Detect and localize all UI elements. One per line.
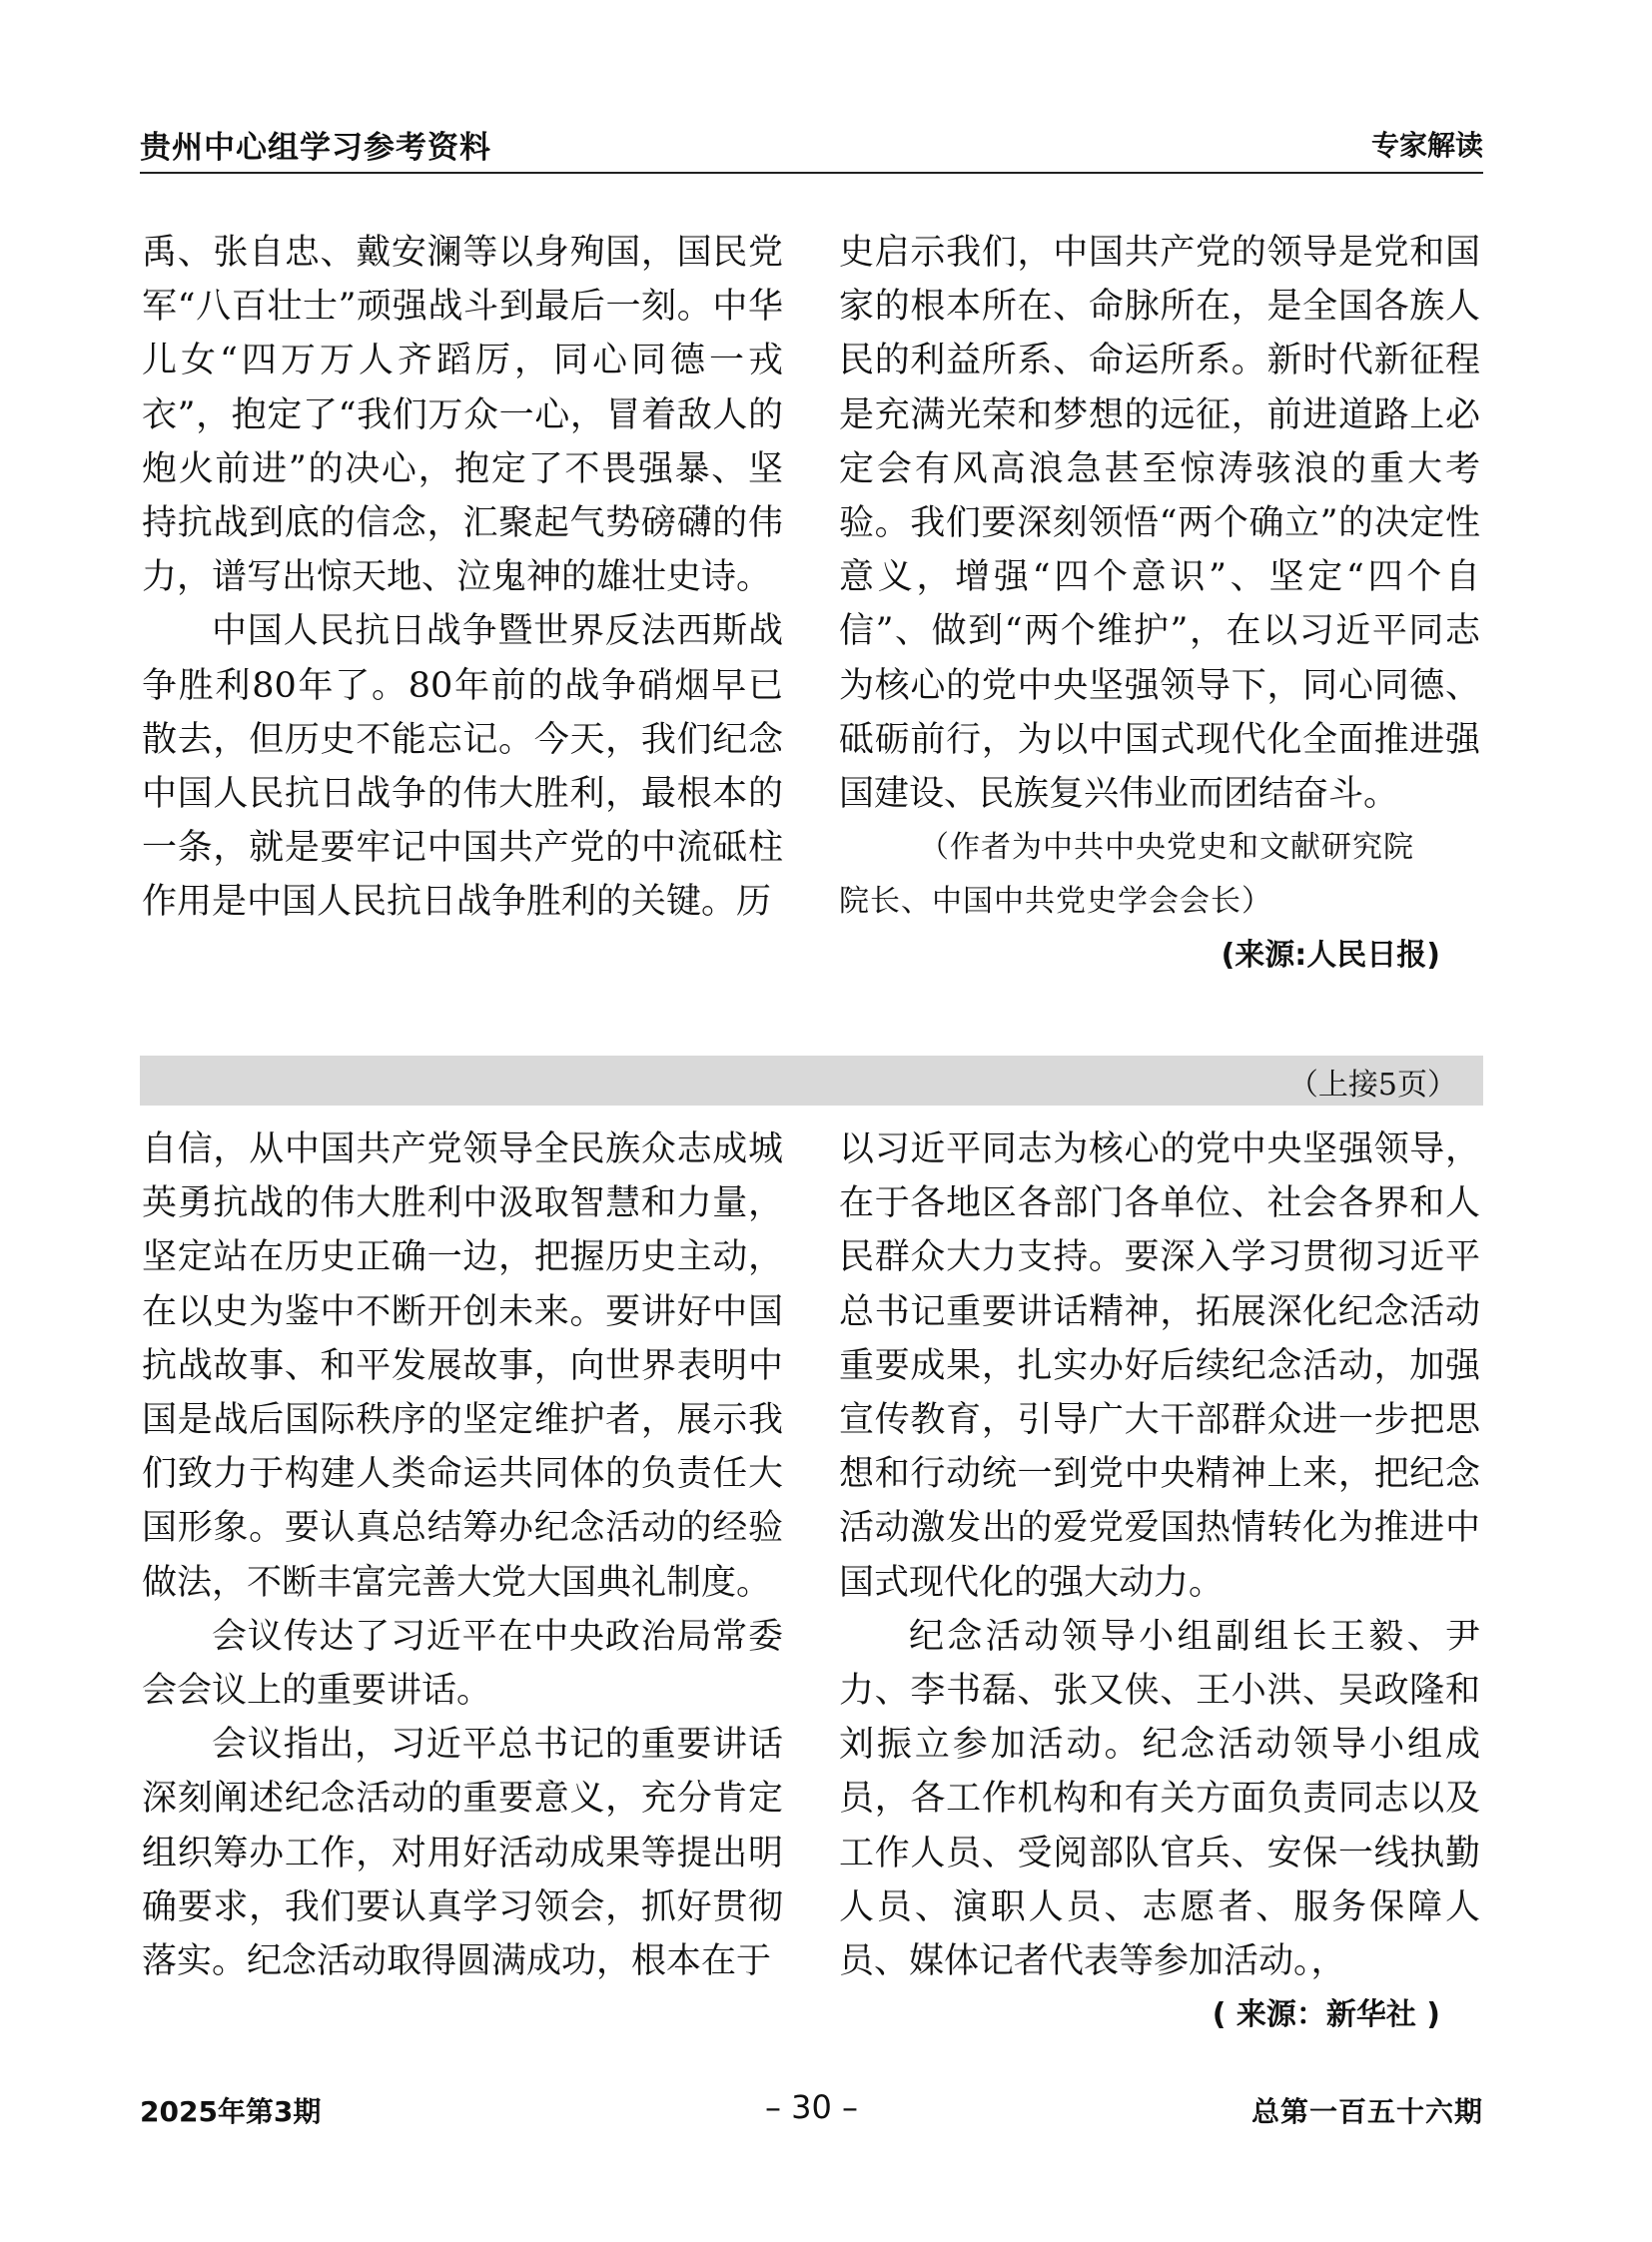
article2-left-column xyxy=(142,1122,783,1988)
paragraph: 史启示我们，中国共产党的领导是党和国家的根本所在、命脉所在，是全国各族人民的利益所系、命运所系。新时代新征程是充满光荣和梦想的远征，前进道路上必定会有风高浪急甚至惊涛骇浪的重大考验。我们要深刻领悟“两个确立”的决定性意义，增强“四个意识”、坚定“四个自信”、做到“两个维护”，在以习近平同志为核心的党中央坚强领导下，同心同德、砥砺前行，为以中国式现代化全面推进强国建设、民族复兴伟业而团结奋斗。 xyxy=(839,233,1480,815)
author-note xyxy=(839,821,1480,929)
paragraph: 会议指出，习近平总书记的重要讲话深刻阐述纪念活动的重要意义，充分肯定组织筹办工作，对用好活动成果等提出明确要求，我们要认真学习领会，抓好贯彻落实。纪念活动取得圆满成功，根本在于 xyxy=(142,1725,783,1982)
page-number: – 30 – xyxy=(764,2088,859,2126)
source-credit: (来源:人民日报) xyxy=(1221,938,1440,974)
continued-label: （上接5页） xyxy=(1287,1068,1457,1103)
article2-right-column xyxy=(839,1122,1480,2042)
source-credit: ( 来源：新华社 ) xyxy=(1212,1997,1440,2033)
paragraph: 以习近平同志为核心的党中央坚强领导，在于各地区各部门各单位、社会各界和人民群众大力支持。要深入学习贯彻习近平总书记重要讲话精神，拓展深化纪念活动重要成果，扎实办好后续纪念活动，加强宣传教育，引导广大干部群众进一步把思想和行动统一到党中央精神上来，把纪念活动激发出的爱党爱国热情转化为推进中国式现代化的强大动力。 xyxy=(839,1129,1480,1603)
page-header xyxy=(140,118,1483,174)
paragraph: 会议传达了习近平在中央政治局常委会会议上的重要讲话。 xyxy=(142,1616,783,1712)
author-note-line1: （作者为中共中央党史和文献研究院 xyxy=(919,830,1414,866)
article1-right-column xyxy=(839,226,1480,983)
page-footer xyxy=(140,2090,1483,2130)
section-label: 专家解读 xyxy=(1370,129,1483,162)
total-issue: 总第一百五十六期 xyxy=(1250,2095,1483,2128)
publication-title: 贵州中心组学习参考资料 xyxy=(140,130,491,166)
author-note-line2: 院长、中国中共党史学会会长） xyxy=(839,884,1272,920)
continued-banner xyxy=(140,1056,1483,1106)
article1-left-column xyxy=(142,226,783,930)
paragraph: 自信，从中国共产党领导全民族众志成城英勇抗战的伟大胜利中汲取智慧和力量，坚定站在历史正确一边，把握历史主动，在以史为鉴中不断开创未来。要讲好中国抗战故事、和平发展故事，向世界表明中国是战后国际秩序的坚定维护者，展示我们致力于构建人类命运共同体的负责任大国形象。要认真总结筹办纪念活动的经验做法，不断丰富完善大党大国典礼制度。 xyxy=(142,1129,783,1603)
paragraph: 纪念活动领导小组副组长王毅、尹力、李书磊、张又侠、王小洪、吴政隆和刘振立参加活动。纪念活动领导小组成员，各工作机构和有关方面负责同志以及工作人员、受阅部队官兵、安保一线执勤人员、演职人员、志愿者、服务保障人员、媒体记者代表等参加活动。， xyxy=(839,1616,1480,1982)
paragraph: 禹、张自忠、戴安澜等以身殉国，国民党军“八百壮士”顽强战斗到最后一刻。中华儿女“四万万人齐蹈厉，同心同德一戎衣”，抱定了“我们万众一心，冒着敌人的炮火前进”的决心，抱定了不畏强暴、坚持抗战到底的信念，汇聚起气势磅礴的伟力，谱写出惊天地、泣鬼神的雄壮史诗。 xyxy=(142,233,783,598)
issue-number: 2025年第3期 xyxy=(140,2095,322,2128)
paragraph: 中国人民抗日战争暨世界反法西斯战争胜利80年了。80年前的战争硝烟早已散去，但历史不能忘记。今天，我们纪念中国人民抗日战争的伟大胜利，最根本的一条，就是要牢记中国共产党的中流砥柱作用是中国人民抗日战争胜利的关键。历 xyxy=(142,611,783,923)
